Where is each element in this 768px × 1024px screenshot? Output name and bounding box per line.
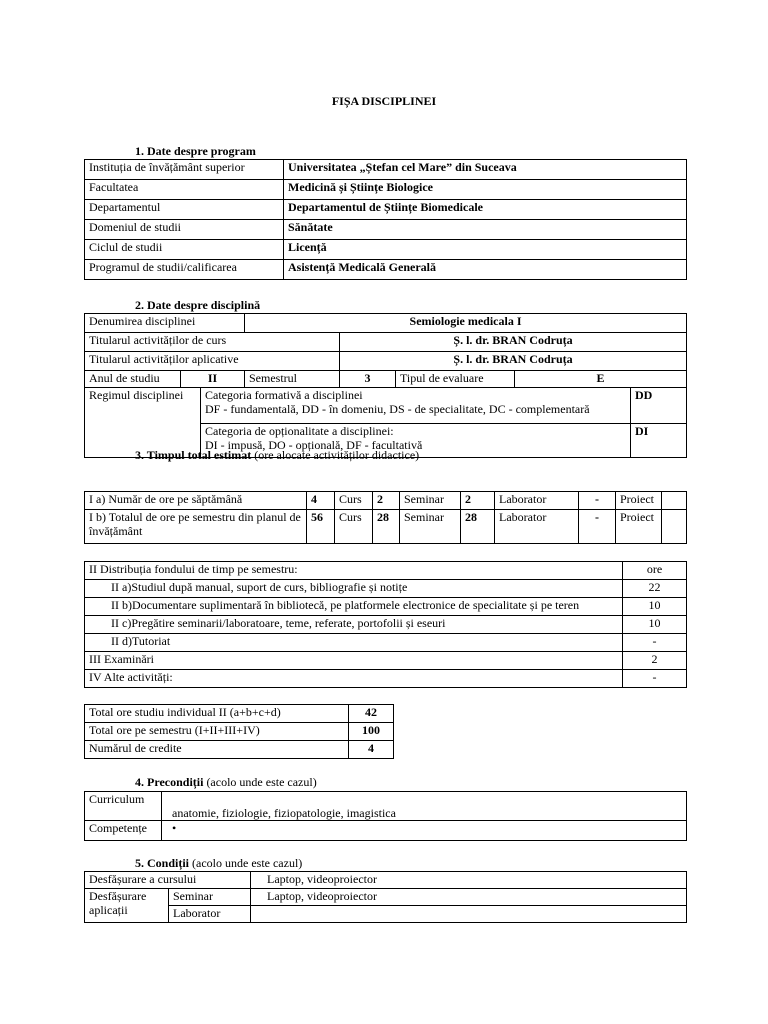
table-cell: - [579,492,616,510]
table-cell: Laptop, videoproiector [251,872,687,889]
table-cell: 2 [623,652,687,670]
table-cell: Curriculum [85,792,162,821]
table-cell: II b)Documentare suplimentară în bibliotecă, pe platformele electronice de specialitate și pe teren [85,598,623,616]
table-cell: Laborator [169,906,251,923]
table-cell: Semestrul [245,371,340,388]
section-1-heading: 1. Date despre program [135,144,256,158]
discipline-name: Semiologie medicala I [245,314,687,333]
table-cell: Sănătate [284,220,687,240]
table-cell: Proiect [616,510,662,544]
table-cell: 42 [349,705,394,723]
table-cell: Medicină și Științe Biologice [284,180,687,200]
section-3-heading: 3. Timpul total estimat (ore alocate activităților didactice) [135,448,420,462]
distribution-table [84,561,687,688]
table-cell: Departamentul [85,200,284,220]
table-cell: Seminar [400,492,461,510]
table-cell: Facultatea [85,180,284,200]
table-cell: Seminar [400,510,461,544]
table-cell: - [579,510,616,544]
table-cell: - [623,670,687,688]
table-cell: anatomie, fiziologie, fiziopatologie, imagistica [162,792,687,821]
table-cell: Regimul disciplinei [85,388,201,458]
table-cell: Desfășurare a cursului [85,872,251,889]
conditions-table [84,871,687,923]
table-cell: Departamentul de Științe Biomedicale [284,200,687,220]
table-cell: Tipul de evaluare [396,371,515,388]
table-cell: 100 [349,723,394,741]
table-cell [662,492,687,510]
table-cell: Universitatea „Ștefan cel Mare” din Suceava [284,160,687,180]
table-cell: Curs [335,510,373,544]
table-cell: Denumirea disciplinei [85,314,245,333]
totals-table [84,704,394,759]
section-5-heading: 5. Condiții (acolo unde este cazul) [135,856,303,870]
table-cell: Anul de studiu [85,371,181,388]
table-cell: 22 [623,580,687,598]
table-cell: Titularul activităților de curs [85,333,340,352]
table-cell: Proiect [616,492,662,510]
table-cell: II c)Pregătire seminarii/laboratoare, teme, referate, portofolii și eseuri [85,616,623,634]
program-table [84,159,687,280]
table-cell: II d)Tutoriat [85,634,623,652]
table-cell: Ș. l. dr. BRAN Codruța [340,333,687,352]
table-cell: Total ore pe semestru (I+II+III+IV) [85,723,349,741]
table-cell: DI [631,424,687,458]
category-description: DF - fundamentală, DD - în domeniu, DS - de specialitate, DC - complementară [205,402,590,416]
table-cell: Instituția de învățământ superior [85,160,284,180]
table-cell: 56 [307,510,335,544]
table-cell: 3 [340,371,396,388]
table-cell: 10 [623,616,687,634]
table-cell [662,510,687,544]
table-cell: E [515,371,687,388]
table-cell: Titularul activităților aplicative [85,352,340,371]
category-label: Categoria formativă a disciplinei [205,388,363,402]
table-cell: • [162,821,687,841]
table-cell [251,906,687,923]
table-cell: 4 [349,741,394,759]
table-cell: Domeniul de studii [85,220,284,240]
table-cell: II a)Studiul după manual, suport de curs, bibliografie și notițe [85,580,623,598]
table-cell: 28 [373,510,400,544]
table-cell: Ciclul de studii [85,240,284,260]
table-cell: II Distribuția fondului de timp pe semestru: [85,562,623,580]
table-cell: I a) Număr de ore pe săptămână [85,492,307,510]
table-cell: I b) Totalul de ore pe semestru din planul de învățământ [85,510,307,544]
preconditions-table [84,791,687,841]
table-cell: Seminar [169,889,251,906]
discipline-table [84,313,687,458]
table-cell: Laborator [495,492,579,510]
table-cell: ore [623,562,687,580]
table-cell: - [623,634,687,652]
section-4-heading: 4. Precondiții (acolo unde este cazul) [135,775,317,789]
table-cell: Desfășurare aplicații [85,889,169,923]
table-cell: Laborator [495,510,579,544]
table-cell: Curs [335,492,373,510]
table-cell: Laptop, videoproiector [251,889,687,906]
table-cell [201,388,631,424]
table-cell: Asistență Medicală Generală [284,260,687,280]
category-description: DI - impusă, DO - opțională, DF - facultativă [205,438,423,452]
table-cell: IV Alte activități: [85,670,623,688]
table-cell: Licență [284,240,687,260]
time-table [84,491,687,544]
section-2-heading: 2. Date despre disciplină [135,298,261,312]
table-cell: II [181,371,245,388]
table-cell: Total ore studiu individual II (a+b+c+d) [85,705,349,723]
table-cell: III Examinări [85,652,623,670]
table-cell: Competențe [85,821,162,841]
table-cell: 28 [461,510,495,544]
table-cell: DD [631,388,687,424]
table-cell: Programul de studii/calificarea [85,260,284,280]
category-label: Categoria de opționalitate a disciplinei: [205,424,394,438]
table-cell: Numărul de credite [85,741,349,759]
table-cell: 2 [461,492,495,510]
table-cell: 10 [623,598,687,616]
table-cell: 2 [373,492,400,510]
table-cell: 4 [307,492,335,510]
table-cell: Ș. l. dr. BRAN Codruța [340,352,687,371]
document-title: FIȘA DISCIPLINEI [331,94,437,108]
